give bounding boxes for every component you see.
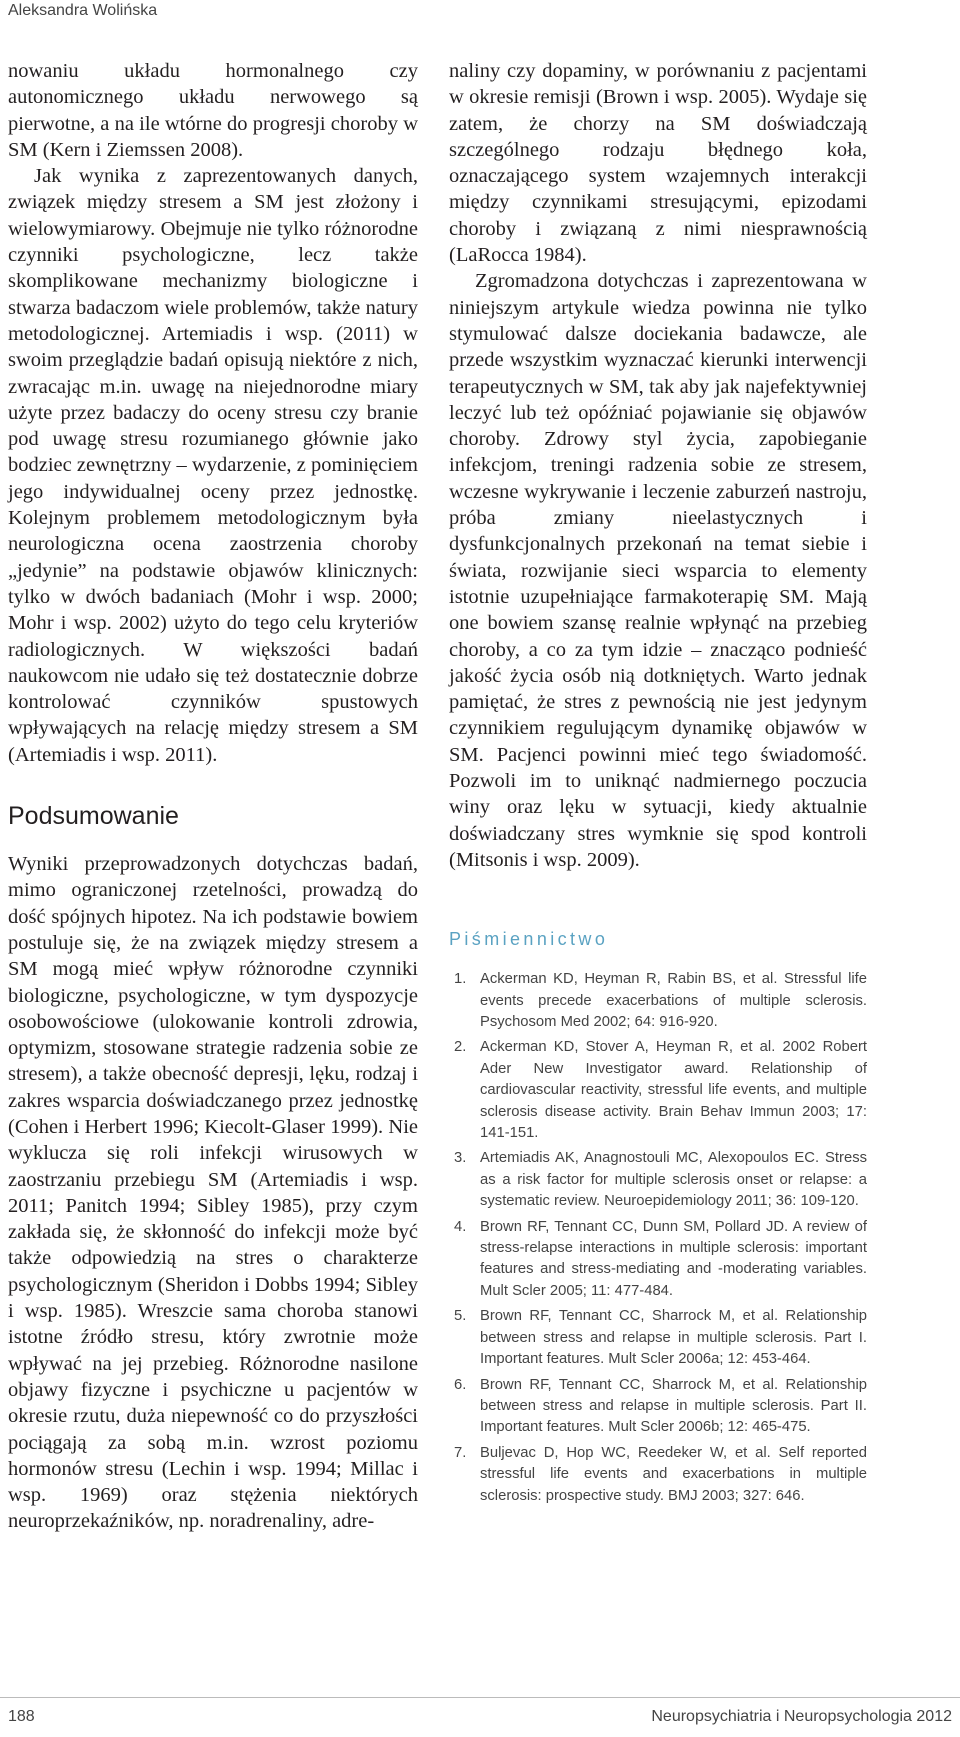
body-paragraph: Wyniki przeprowadzonych dotychczas badań, mimo ograniczonej rzetelności, prowadzą do dość spójnych hipotez. Na ich podstawie bowiem postuluje się, że na związek między stresem a SM mogą mieć wpływ różnorodne czynniki biologiczne, psychologiczne, w tym dyspozycje osobowościowe (ulokowanie kontroli zdrowia, optymizm, stosowane strategie radzenia sobie ze stresem), a także obecność depresji, lęku, rodzaj i zakres wsparcia doświadczanego przez jednostkę (Cohen i Herbert 1996; Kiecolt-Glaser 1999). Nie wyklucza się roli infekcji wirusowych w zaostrzaniu przebiegu SM (Artemiadis i wsp. 2011; Panitch 1994; Sibley 1985), przy czym zakłada się, że skłonność do infekcji może być także odpowiedzią na stres o charakterze psychologicznym (Sheridon i Dobbs 1994; Sibley i wsp. 1985). Wreszcie sama choroba stanowi istotne źródło stresu, który zwrotnie może wpływać na jej przebieg. Różnorodne nasilone objawy fizyczne i psychiczne u pacjentów w okresie rzutu, duża niepewność co do przyszłości pociągają za sobą m.in. wzrost poziomu hormonów stresu (Lechin i wsp. 1994; Millac i wsp. 1969) oraz stężenia niektórych neuroprzekaźników, np. noradrenaliny, adre- (8, 853, 418, 1533)
reference-list (449, 969, 867, 1507)
reference-number: 3. (454, 1150, 467, 1167)
reference-item (449, 1148, 867, 1212)
reference-number: 2. (454, 1039, 467, 1056)
body-paragraph: Jak wynika z zaprezentowanych danych, związek między stresem a SM jest złożony i wielowymiarowy. Obejmuje nie tylko różnorodne czynniki psychologiczne, lecz także skomplikowane mechanizmy biologiczne i stwarza badaczom wiele problemów, także natury metodologicznej. Artemiadis i wsp. (2011) w swoim przeglądzie badań opisują niektóre z nich, zwracając m.in. uwagę na niejednorodne miary użyte przez badaczy do oceny stresu czy branie pod uwagę stresu rozumianego głównie jako bodziec zewnętrzny – wydarzenie, z pominięciem jego indywidualnej oceny przez jednostkę. Kolejnym problemem metodologicznym była neurologiczna ocena zaostrzenia choroby „jedynie” na podstawie objawów klinicznych: tylko w dwóch badaniach (Mohr i wsp. 2000; Mohr i wsp. 2002) użyto do tego celu kryteriów radiologicznych. W większości badań naukowcom nie udało się też dostatecznie dobrze kontrolować czynników spustowych wpływających na relację między stresem a SM (Artemiadis i wsp. 2011). (8, 165, 418, 766)
reference-number: 4. (454, 1218, 467, 1235)
page-number: 188 (8, 1708, 35, 1725)
running-header-author: Aleksandra Wolińska (8, 2, 158, 19)
reference-text: Brown RF, Tennant CC, Dunn SM, Pollard JD. A review of stress-relapse interactions in multiple sclerosis: important features and stress-mediating and -moderating variables. Mult Scler 2005; 11: 477-484. (480, 1218, 867, 1299)
references-heading: Piśmiennictwo (449, 929, 609, 950)
reference-text: Ackerman KD, Heyman R, Rabin BS, et al. Stressful life events precede exacerbations of multiple sclerosis. Psychosom Med 2002; 64: 916-920. (480, 971, 867, 1031)
reference-item (449, 1037, 867, 1144)
reference-item (449, 1375, 867, 1439)
reference-number: 1. (454, 971, 467, 988)
right-column (449, 58, 867, 1511)
reference-number: 5. (454, 1308, 467, 1325)
left-column (8, 58, 418, 1535)
reference-number: 7. (454, 1444, 467, 1461)
reference-text: Artemiadis AK, Anagnostouli MC, Alexopoulos EC. Stress as a risk factor for multiple sclerosis onset or relapse: a systematic review. Neuroepidemiology 2011; 36: 109-120. (480, 1150, 867, 1210)
section-heading: Podsumowanie (8, 802, 179, 831)
journal-name: Neuropsychiatria i Neuropsychologia 2012 (651, 1708, 952, 1725)
body-paragraph: Zgromadzona dotychczas i zaprezentowana w niniejszym artykule wiedza powinna nie tylko stymulować dalsze dociekania badawcze, ale przede wszystkim wyznaczać kierunki interwencji terapeutycznych w SM, tak aby jak najefektywniej leczyć lub też opóźniać pojawianie się objawów choroby. Zdrowy styl życia, zapobieganie infekcjom, treningi radzenia sobie ze stresem, wczesne wykrywanie i leczenie zaburzeń nastroju, próba zmiany nieelastycznych i dysfunkcjonalnych przekonań na temat siebie i świata, rozwijanie sieci wsparcia to elementy istotnie uzupełniające farmakoterapię SM. Mają one bowiem szansę realnie wpłynąć na przebieg choroby, a co za tym idzie – znacząco podnieść jakość życia osób nią dotkniętych. Warto jednak pamiętać, że stres z pewnością nie jest jedynym czynnikiem regulującym dynamikę objawów w SM. Pacjenci powinni mieć tego świadomość. Pozwoli im to uniknąć nadmiernego poczucia winy oraz lęku w sytuacji, kiedy aktualnie doświadczany stres wymknie się spod kontroli (Mitsonis i wsp. 2009). (449, 270, 867, 871)
reference-text: Ackerman KD, Stover A, Heyman R, et al. 2002 Robert Ader New Investigator award. Relationship of cardiovascular reactivity, stressful life events, and multiple sclerosis disease activity. Brain Behav Immun 2003; 17: 141-151. (480, 1039, 867, 1142)
reference-item (449, 1306, 867, 1370)
body-paragraph: nowaniu układu hormonalnego czy autonomicznego układu nerwowego są pierwotne, a na ile wtórne do progresji choroby w SM (Kern i Ziemssen 2008). (8, 60, 418, 161)
reference-item (449, 969, 867, 1033)
reference-item (449, 1443, 867, 1507)
footer-divider (0, 1697, 960, 1698)
reference-text: Brown RF, Tennant CC, Sharrock M, et al. Relationship between stress and relapse in multiple sclerosis. Part II. Important features. Mult Scler 2006b; 12: 465-475. (480, 1376, 867, 1436)
body-paragraph: naliny czy dopaminy, w porównaniu z pacjentami w okresie remisji (Brown i wsp. 2005). Wydaje się zatem, że chorzy na SM doświadczają szczególnego rodzaju błędnego koła, oznaczającego system wzajemnych interakcji między czynnikami stresującymi, epizodami choroby i związaną z nimi niesprawnością (LaRocca 1984). (449, 60, 867, 267)
reference-text: Buljevac D, Hop WC, Reedeker W, et al. Self reported stressful life events and exacerbations in multiple sclerosis: prospective study. BMJ 2003; 327: 646. (480, 1444, 867, 1504)
reference-text: Brown RF, Tennant CC, Sharrock M, et al. Relationship between stress and relapse in multiple sclerosis. Part I. Important features. Mult Scler 2006a; 12: 453-464. (480, 1308, 867, 1368)
reference-item (449, 1217, 867, 1303)
reference-number: 6. (454, 1376, 467, 1393)
